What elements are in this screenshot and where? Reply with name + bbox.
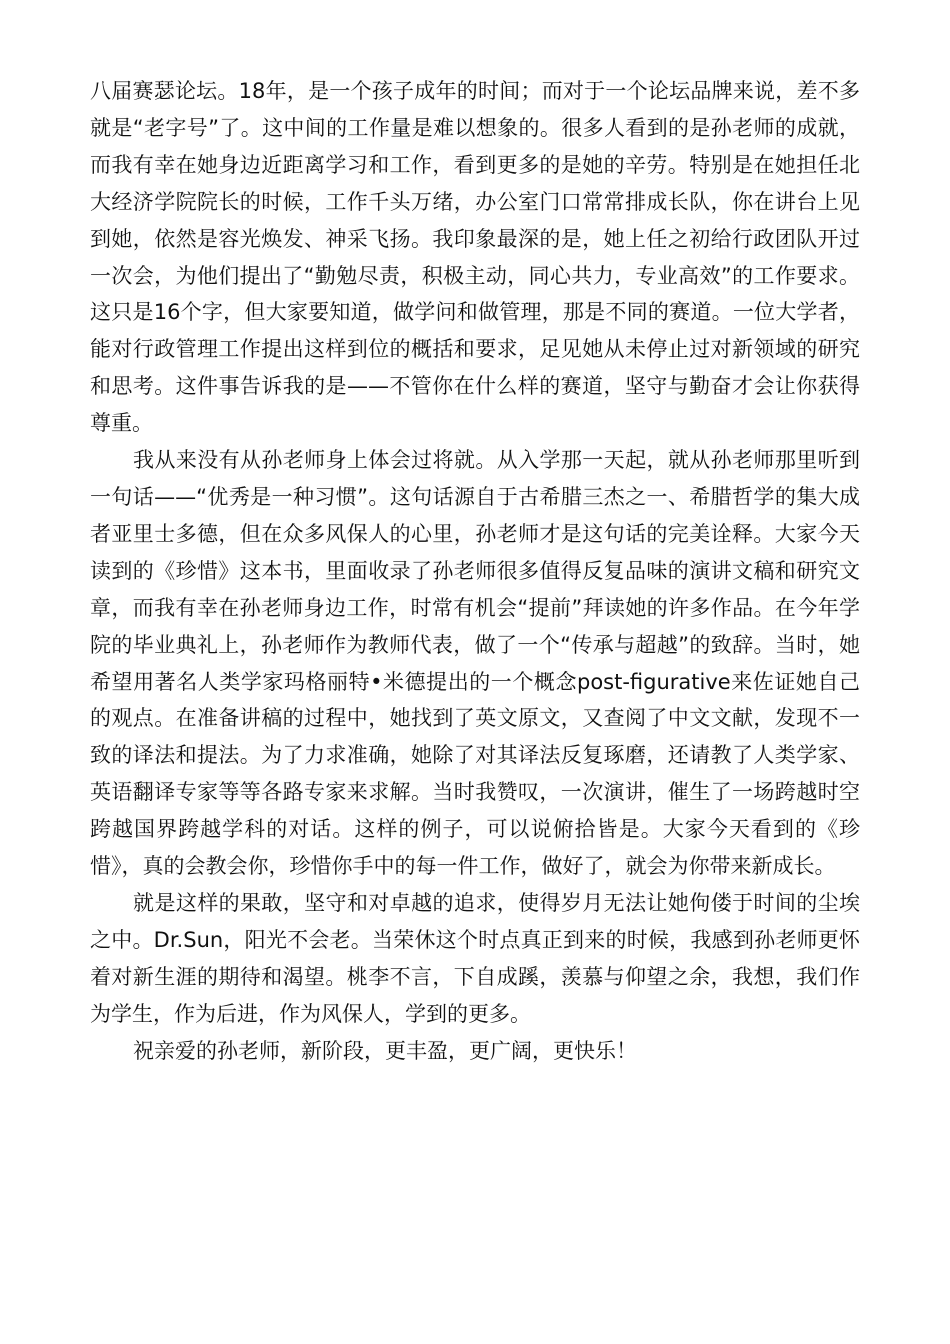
paragraph-1: 八届赛瑟论坛。18年，是一个孩子成年的时间；而对于一个论坛品牌来说，差不多就是“老字号”了。这中间的工作量是难以想象的。很多人看到的是孙老师的成就，而我有幸在她身边近距离学习和工作，看到更多的是她的辛劳。特别是在她担任北大经济学院院长的时候，工作千头万绪，办公室门口常常排成长队，你在讲台上见到她，依然是容光焕发、神采飞扬。我印象最深的是，她上任之初给行政团队开过一次会，为他们提出了“勤勉尽责，积极主动，同心共力，专业高效”的工作要求。这只是16个字，但大家要知道，做学问和做管理，那是不同的赛道。一位大学者，能对行政管理工作提出这样到位的概括和要求，足见她从未停止过对新领域的研究和思考。这件事告诉我的是——不管你在什么样的赛道，坚守与勤奋才会让你获得尊重。 xyxy=(90,79,860,436)
document-body xyxy=(90,73,860,1069)
paragraph-2: 我从来没有从孙老师身上体会过将就。从入学那一天起，就从孙老师那里听到一句话——“优秀是一种习惯”。这句话源自于古希腊三杰之一、希腊哲学的集大成者亚里士多德，但在众多风保人的心里，孙老师才是这句话的完美诠释。大家今天读到的《珍惜》这本书，里面收录了孙老师很多值得反复品味的演讲文稿和研究文章，而我有幸在孙老师身边工作，时常有机会“提前”拜读她的许多作品。在今年学院的毕业典礼上，孙老师作为教师代表，做了一个“传承与超越”的致辞。当时，她希望用著名人类学家玛格丽特•米德提出的一个概念post-figurative来佐证她自己的观点。在准备讲稿的过程中，她找到了英文原文，又查阅了中文文献，发现不一致的译法和提法。为了力求准确，她除了对其译法反复琢磨，还请教了人类学家、英语翻译专家等等各路专家来求解。当时我赞叹，一次演讲，催生了一场跨越时空跨越国界跨越学科的对话。这样的例子，可以说俯拾皆是。大家今天看到的《珍惜》，真的会教会你，珍惜你手中的每一件工作，做好了，就会为你带来新成长。 xyxy=(90,448,860,879)
paragraph-3: 就是这样的果敢，坚守和对卓越的追求，使得岁月无法让她佝偻于时间的尘埃之中。Dr.Sun，阳光不会老。当荣休这个时点真正到来的时候，我感到孙老师更怀着对新生涯的期待和渴望。桃李不言，下自成蹊，羡慕与仰望之余，我想，我们作为学生，作为后进，作为风保人，学到的更多。 xyxy=(90,890,860,1026)
paragraph-4: 祝亲爱的孙老师，新阶段，更丰盈，更广阔，更快乐！ xyxy=(133,1038,638,1063)
